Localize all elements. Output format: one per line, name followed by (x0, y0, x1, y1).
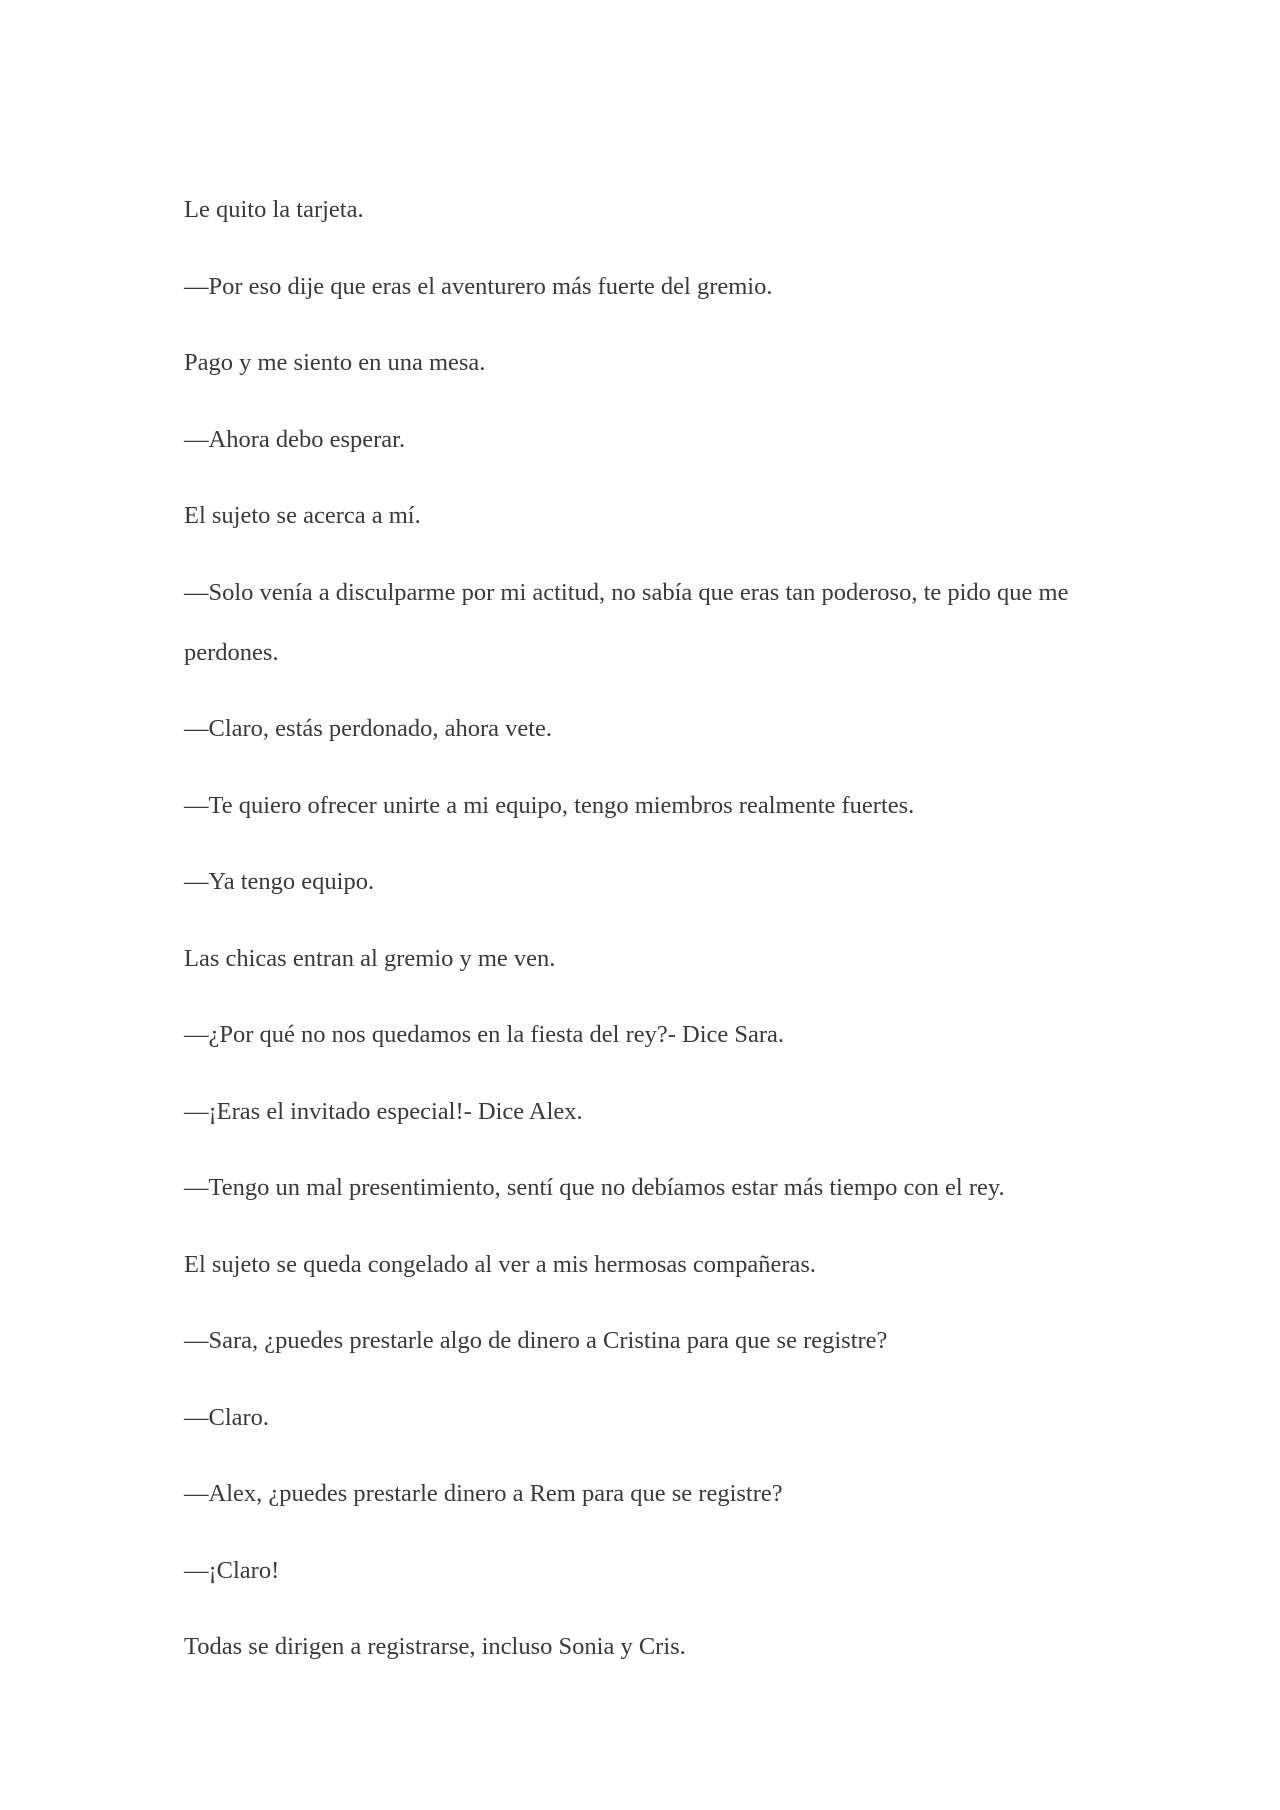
paragraph: —Ahora debo esperar. (184, 425, 406, 453)
paragraph: —¡Claro! (184, 1556, 280, 1584)
paragraph: —¡Eras el invitado especial!- Dice Alex. (184, 1097, 583, 1125)
paragraph: —Alex, ¿puedes prestarle dinero a Rem para que se registre? (184, 1480, 783, 1507)
paragraph: Le quito la tarjeta. (184, 196, 364, 223)
document-body (184, 180, 1104, 1694)
paragraph: Las chicas entran al gremio y me ven. (184, 944, 556, 972)
paragraph: El sujeto se queda congelado al ver a mis hermosas compañeras. (184, 1250, 817, 1278)
paragraph: —Solo venía a disculparme por mi actitud, no sabía que eras tan poderoso, te pido que me perdones. (184, 578, 1069, 666)
paragraph: —Ya tengo equipo. (184, 868, 375, 895)
paragraph: Pago y me siento en una mesa. (184, 349, 486, 376)
paragraph: Todas se dirigen a registrarse, incluso Sonia y Cris. (184, 1633, 686, 1660)
paragraph: —Sara, ¿puedes prestarle algo de dinero a Cristina para que se registre? (184, 1327, 888, 1354)
paragraph: —Claro. (184, 1403, 270, 1431)
paragraph: El sujeto se acerca a mí. (184, 502, 421, 529)
paragraph: —¿Por qué no nos quedamos en la fiesta del rey?- Dice Sara. (184, 1021, 785, 1048)
paragraph: —Tengo un mal presentimiento, sentí que no debíamos estar más tiempo con el rey. (184, 1174, 1005, 1201)
paragraph: —Te quiero ofrecer unirte a mi equipo, tengo miembros realmente fuertes. (184, 791, 915, 819)
paragraph: —Claro, estás perdonado, ahora vete. (184, 715, 553, 742)
paragraph: —Por eso dije que eras el aventurero más fuerte del gremio. (184, 272, 773, 300)
